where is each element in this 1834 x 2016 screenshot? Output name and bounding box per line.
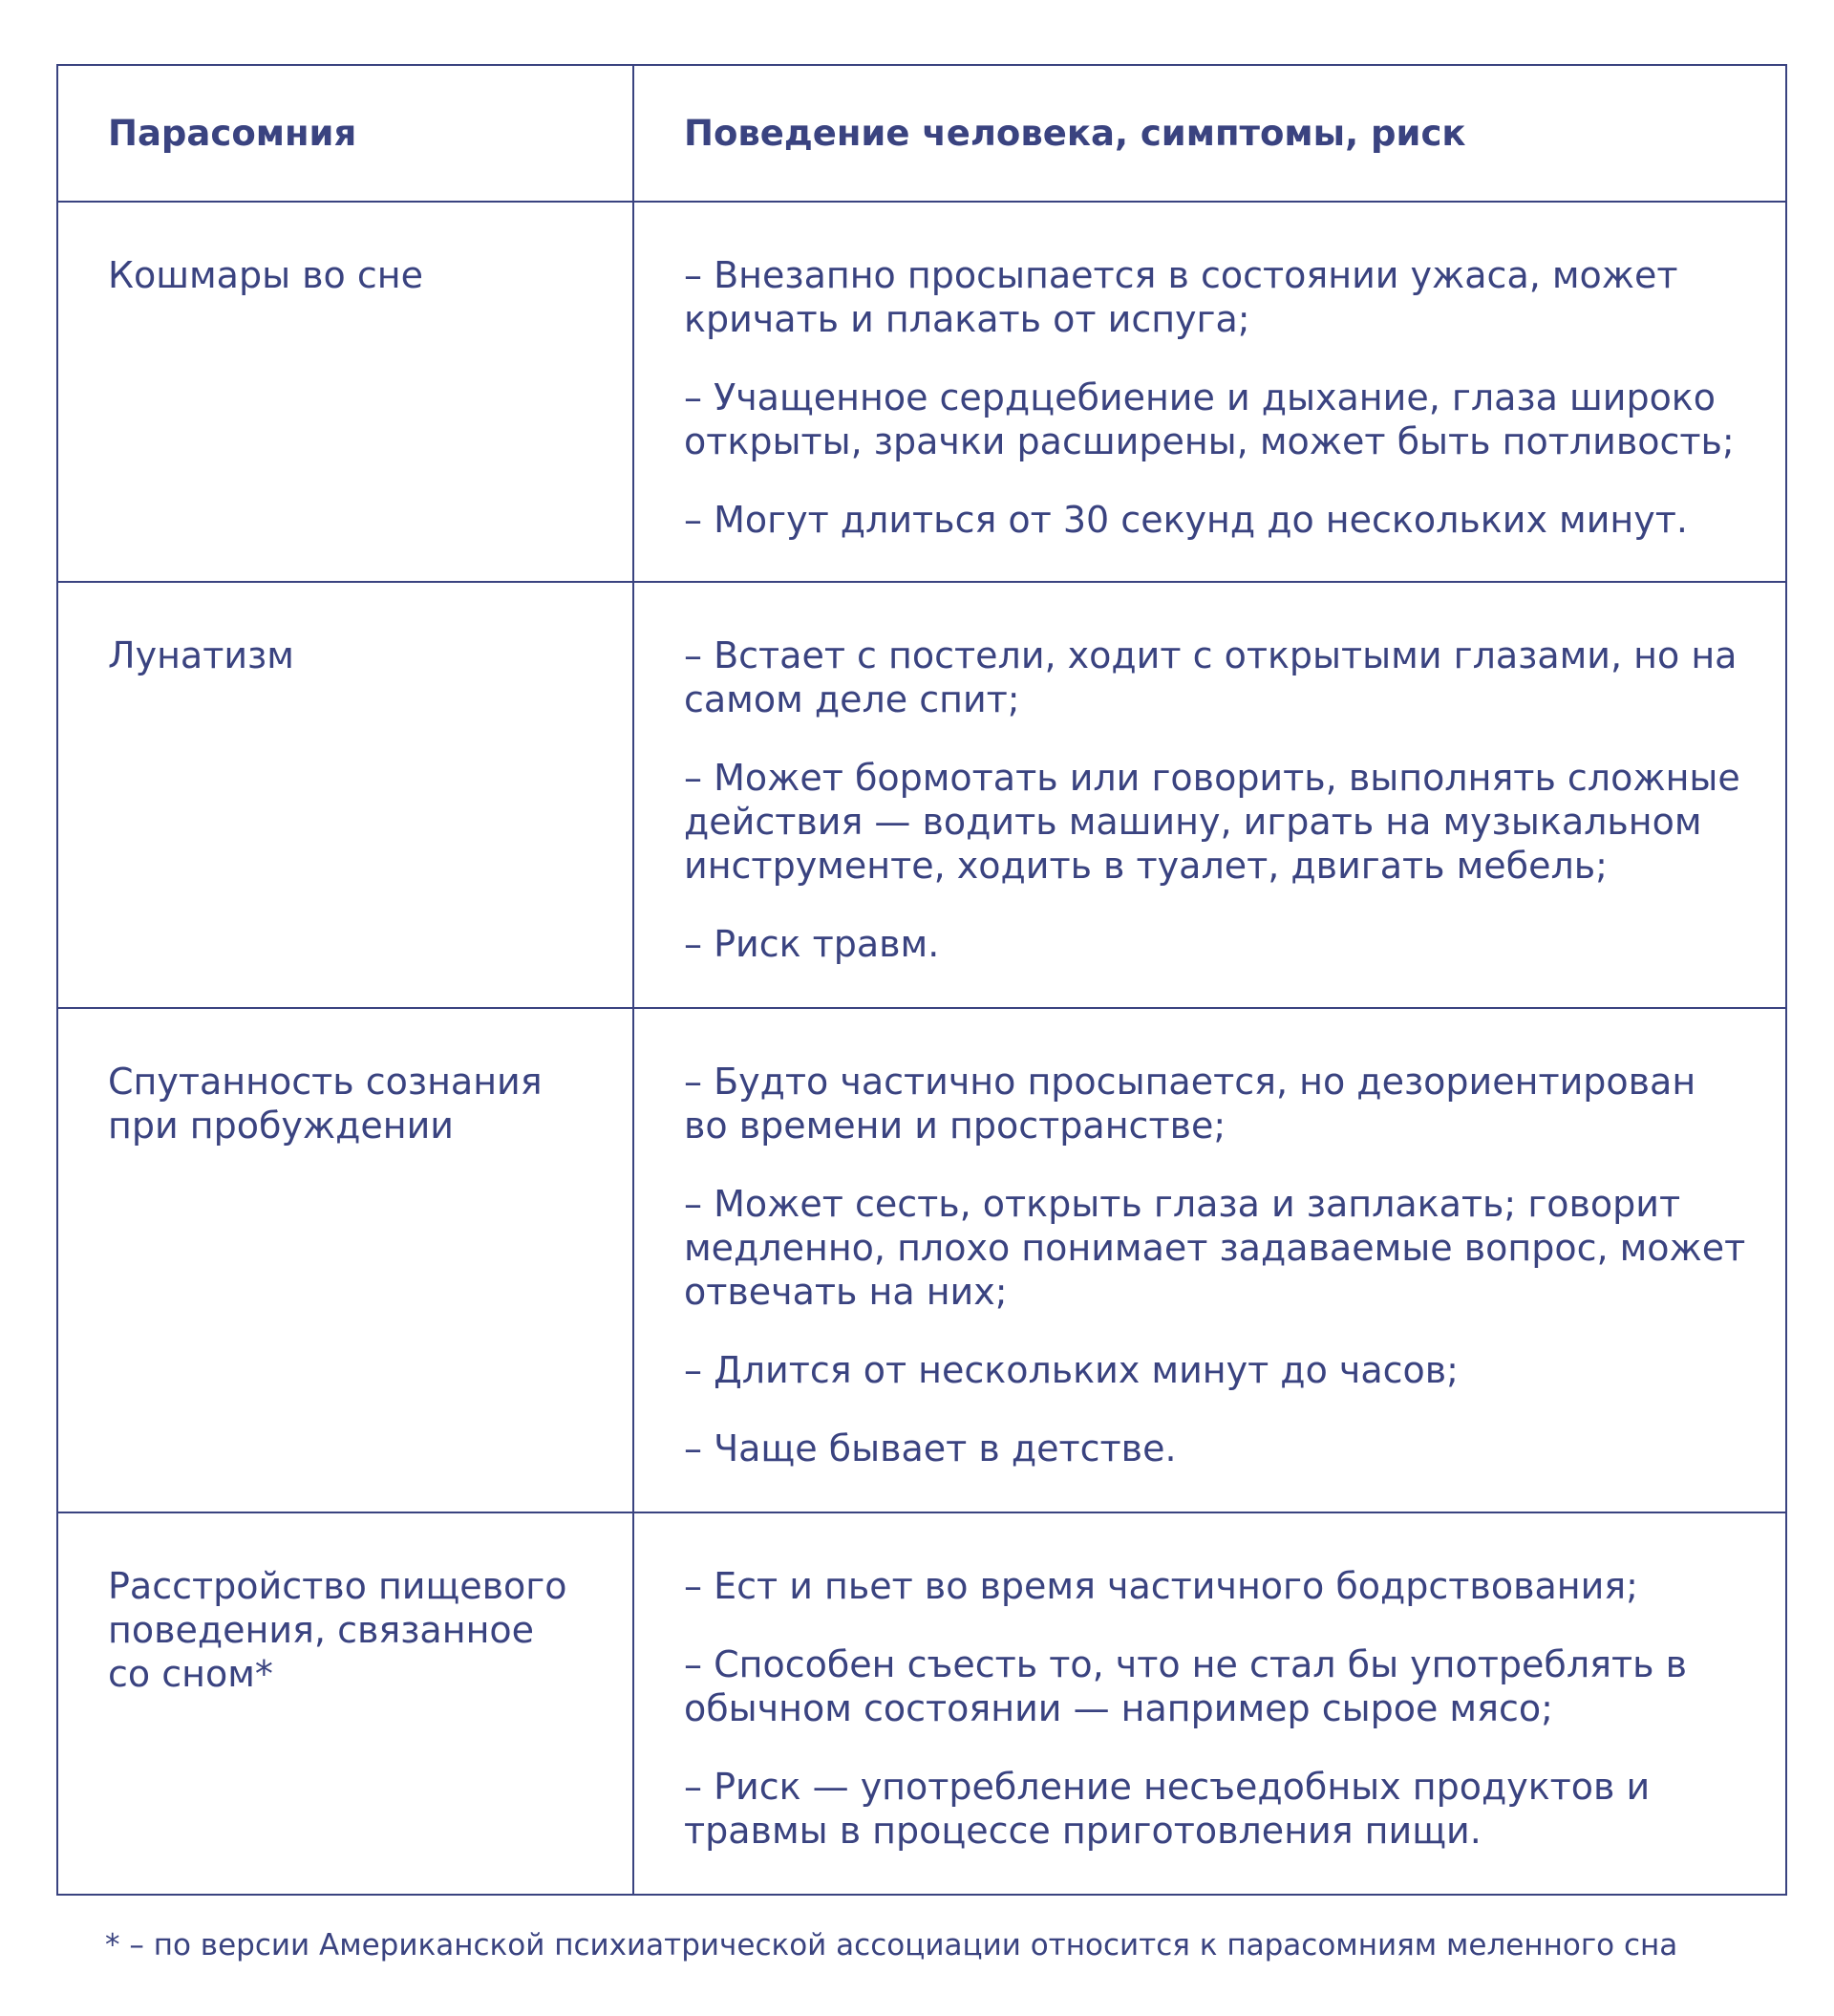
table-row <box>57 582 1786 1008</box>
symptom-item: – Риск травм. <box>684 923 940 965</box>
symptoms-cell <box>633 582 1786 1008</box>
header-parasomnia: Парасомния <box>57 65 633 202</box>
footnote: * – по версии Американской психиатрической ассоциации относится к парасомниям меленного сна <box>105 1928 1678 1962</box>
parasomnia-name: Спутанность сознания при пробуждении <box>57 1008 633 1512</box>
symptom-item: – Может бормотать или говорить, выполнять сложные действия — водить машину, играть на музыкальном инструменте, ходить в туалет, двигать мебель; <box>684 757 1740 887</box>
parasomnia-name: Расстройство пищевого поведения, связанное со сном* <box>57 1512 633 1895</box>
symptom-item: – Может сесть, открыть глаза и заплакать; говорит медленно, плохо понимает задаваемые вопрос, может отвечать на них; <box>684 1183 1746 1313</box>
parasomnia-table <box>56 64 1787 1896</box>
table-row <box>57 1008 1786 1512</box>
symptom-item: – Чаще бывает в детстве. <box>684 1427 1177 1469</box>
symptom-item: – Могут длиться от 30 секунд до нескольких минут. <box>684 499 1688 541</box>
symptom-item: – Ест и пьет во время частичного бодрствования; <box>684 1565 1638 1607</box>
parasomnia-name: Лунатизм <box>57 582 633 1008</box>
parasomnia-name: Кошмары во сне <box>57 202 633 582</box>
symptom-item: – Будто частично просыпается, но дезориентирован во времени и пространстве; <box>684 1061 1696 1147</box>
header-behavior: Поведение человека, симптомы, риск <box>633 65 1786 202</box>
symptom-item: – Длится от нескольких минут до часов; <box>684 1349 1459 1391</box>
table-header-row <box>57 65 1786 202</box>
symptom-item: – Способен съесть то, что не стал бы употреблять в обычном состоянии — например сырое мясо; <box>684 1643 1687 1729</box>
symptoms-cell <box>633 1008 1786 1512</box>
symptom-item: – Внезапно просыпается в состоянии ужаса, может кричать и плакать от испуга; <box>684 254 1678 340</box>
symptom-item: – Встает с постели, ходит с открытыми глазами, но на самом деле спит; <box>684 634 1738 720</box>
symptom-item: – Риск — употребление несъедобных продуктов и травмы в процессе приготовления пищи. <box>684 1766 1651 1852</box>
symptoms-cell <box>633 202 1786 582</box>
symptom-item: – Учащенное сердцебиение и дыхание, глаза широко открыты, зрачки расширены, может быть потливость; <box>684 376 1735 462</box>
table-row <box>57 202 1786 582</box>
table-row <box>57 1512 1786 1895</box>
symptoms-cell <box>633 1512 1786 1895</box>
